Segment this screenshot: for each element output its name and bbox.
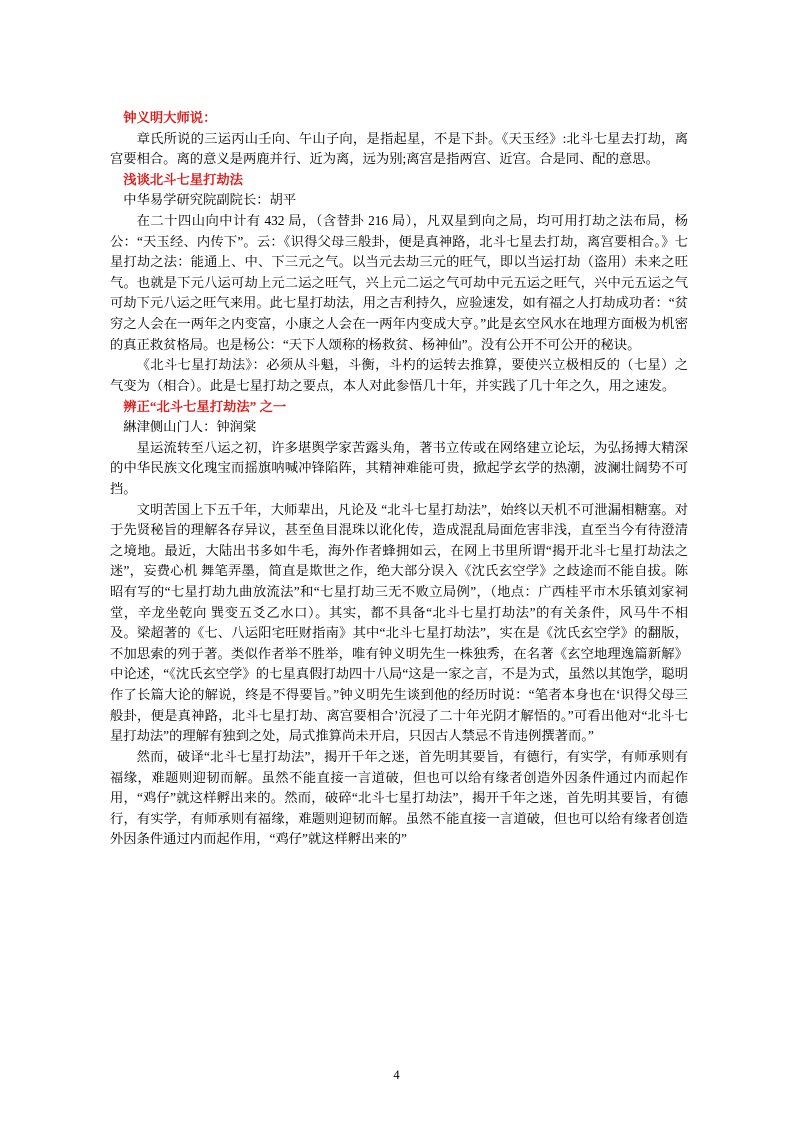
byline-zhong-runtang: 綝津侧山门人：钟润棠: [123, 419, 257, 435]
document-body: [110, 108, 688, 850]
paragraph-xingyun-liuzhuan: 星运流转至八运之初，许多堪舆学家苦露头角，著书立传或在网络建立论坛，为弘扬搏大精深的中华民族文化瑰宝而摇旗呐喊冲锋陷阵，其精神难能可贵，掀起学玄学的热潮，波澜壮阔势不可挡。: [110, 439, 688, 496]
paragraph-wenming-kuguo: 文明苦国上下五千年，大师辈出，凡论及 “北斗七星打劫法”，始终以天机不可泄漏相糖塞。对于先贤秘旨的理解各存异议，甚至鱼目混珠以讹化传，造成混乱局面危害非浅，直至当今有待澄清之境地。最近，大陆出书多如牛毛，海外作者蜂拥如云，在网上书里所谓“揭开北斗七星打劫法之迷”，妄费心机 舞笔弄墨，简直是欺世之作，绝大部分误入《沈氏玄空学》之歧途而不能自拔。陈昭有写的“七星打劫九曲放流法”和“七星打劫三无不败立局例”，（地点：广西桂平市木乐镇刘家祠堂，辛龙坐乾向 巽变五爻乙水口）。其实，都不具备“北斗七星打劫法”的有关条件，风马牛不相及。梁超著的《七、八运阳宅旺财指南》其中“北斗七星打劫法”，实在是《沈氏玄空学》的翻版，不加思索的列于著。类似作者举不胜举，唯有钟义明先生一株独秀，在名著《玄空地理逸篇新解》中论述，“《沈氏玄空学》的七星真假打劫四十八局“这是一家之言，不是为式，虽然以其饱学，聪明作了长篇大论的解说，终是不得要旨。”钟义明先生谈到他的经历时说：“笔者本身也在‘识得父母三般卦，便是真神路，北斗七星打劫、离宫要相合’沉浸了二十年光阴才解悟的。”可看出他对“北斗七星打劫法”的理解有独到之处，局式推算尚未开启，只因古人禁忌不肯违例撰著而。”: [110, 501, 688, 744]
paragraph-432-ju: 在二十四山向中计有 432 局，（含替卦 216 局），凡双星到向之局，均可用打劫之法布局，杨公：“天玉经、内传下”。云：《识得父母三般卦，便是真神路，北斗七星去打劫，离宫要相合。》七星打劫之法：能通上、中、下三元之气。以当元去劫三元的旺气，即以当运打劫（盗用）未来之旺气。也就是下元八运可劫上元二运之旺气，兴上元二运之气可劫中元五运之旺气，兴中元五运之气可劫下元八运之旺气来用。此七星打劫法，用之吉利持久，应验速发，如有福之人打劫成功者：“贫穷之人会在一两年之内变富，小康之人会在一两年内变成大亨。”此是玄空风水在地理方面极为机密的真正救贫格局。也是杨公：“天下人颂称的杨救贫、杨神仙”。没有公开不可公开的秘诀。: [110, 213, 688, 352]
section-heading-zhong-yiming: 钟义明大师说：: [123, 110, 217, 125]
section-heading-qiantan: 浅谈北斗七星打劫法: [123, 171, 243, 187]
page-number: 4: [393, 1068, 400, 1082]
paragraph-zhang-shi: 章氏所说的三运丙山壬向、午山子向，是指起星，不是下卦。《天玉经》:北斗七星去打劫，离宫要相合。离的意义是两鹿并行、近为离，远为别;离宫是指两宫、近宫。合是同、配的意思。: [110, 130, 688, 167]
byline-hu-ping: 中华易学研究院副院长：胡平: [123, 192, 297, 208]
paragraph-poyi: 然而，破译“北斗七星打劫法”，揭开千年之迷，首先明其要旨，有德行，有实学，有师承则有福缘，难题则迎韧而解。虽然不能直接一言道破，但也可以给有缘者创造外因条件通过内而起作用，“鸡仔”就这样孵出来的。然而，破碎“北斗七星打劫法”，揭开千年之迷，首先明其要旨，有德行，有实学，有师承则有福缘，难题则迎韧而解。虽然不能直接一言道破，但也可以给有缘者创造外因条件通过内而起作用，“鸡仔”就这样孵出来的”: [110, 748, 688, 847]
section-heading-bianzheng: 辨正“北斗七星打劫法” 之一: [123, 398, 287, 414]
paragraph-dafa-yaodian: 《北斗七星打劫法》：必须从斗魁，斗衡，斗杓的运转去推算，要使兴立极相反的（七星）之气变为（相合）。此是七星打劫之要点，本人对此参悟几十年，并实践了几十年之久，用之速发。: [110, 357, 688, 393]
